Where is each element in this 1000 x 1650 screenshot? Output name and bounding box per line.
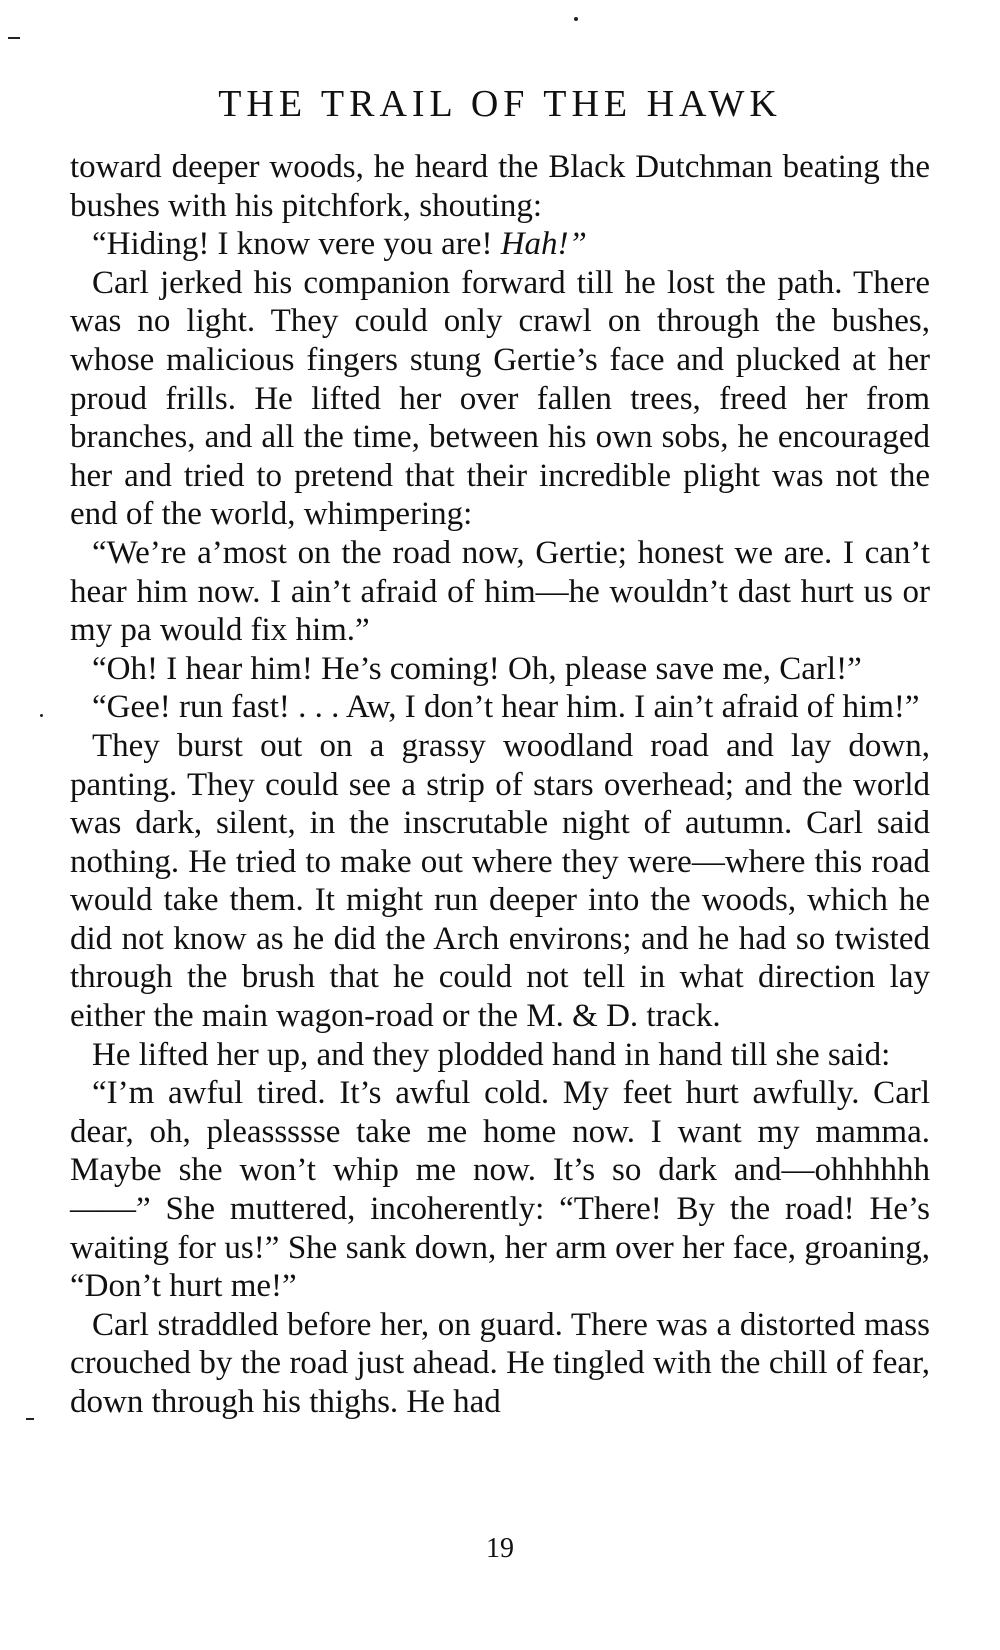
paragraph: They burst out on a grassy woodland road and lay down, panting. They could see a strip of stars overhead; and the world was dark, silent, in the inscrutable night of autumn. Carl said nothing. He tried to make out where they were—where this road would take them. It might run deeper into the woods, which he did not know as he did the Arch environs; and he had so twisted through the brush that he could not tell in what direction lay either the main wagon-road or the M. & D. track.	[70, 727, 930, 1035]
paragraph: He lifted her up, and they plodded hand in hand till she said:	[92, 1036, 891, 1073]
margin-mark	[26, 1418, 34, 1420]
quote-text: “Hiding! I know vere you are!	[92, 226, 501, 263]
paragraph: toward deeper woods, he heard the Black Dutchman beating the bushes with his pitchfork, shouting:	[70, 149, 930, 224]
running-head: THE TRAIL OF THE HAWK	[218, 83, 782, 125]
paragraph: “Oh! I hear him! He’s coming! Oh, please save me, Carl!”	[92, 650, 862, 687]
margin-mark	[40, 714, 43, 717]
paragraph: “We’re a’most on the road now, Gertie; honest we are. I can’t hear him now. I ain’t afraid of him—he wouldn’t dast hurt us or my pa would fix him.”	[70, 534, 930, 649]
paragraph	[70, 225, 930, 264]
paragraph: Carl straddled before her, on guard. There was a distorted mass crouched by the road just ahead. He tingled with the chill of fear, down through his thighs. He had	[70, 1306, 930, 1420]
margin-mark	[574, 17, 578, 21]
paragraph: “Gee! run fast! . . . Aw, I don’t hear him. I ain’t afraid of him!”	[92, 689, 920, 726]
paragraph: Carl jerked his companion forward till he lost the path. There was no light. They could only crawl on through the bushes, whose malicious fingers stung Gertie’s face and plucked at her proud frills. He lifted her over fallen trees, freed her from branches, and all the time, between his own sobs, he encouraged her and tried to pretend that their incredible plight was not the end of the world, whimpering:	[70, 264, 930, 533]
body-text	[70, 148, 930, 1422]
margin-mark	[8, 37, 20, 39]
page-number: 19	[486, 1533, 514, 1564]
emphasis-text: Hah!”	[500, 226, 587, 263]
paragraph: “I’m awful tired. It’s awful cold. My feet hurt awfully. Carl dear, oh, pleassssse take me home now. I want my mamma. Maybe she won’t whip me now. It’s so dark and—ohhhhhh——” She muttered, incoherently: “There! By the road! He’s waiting for us!” She sank down, her arm over her face, groaning, “Don’t hurt me!”	[70, 1075, 930, 1305]
